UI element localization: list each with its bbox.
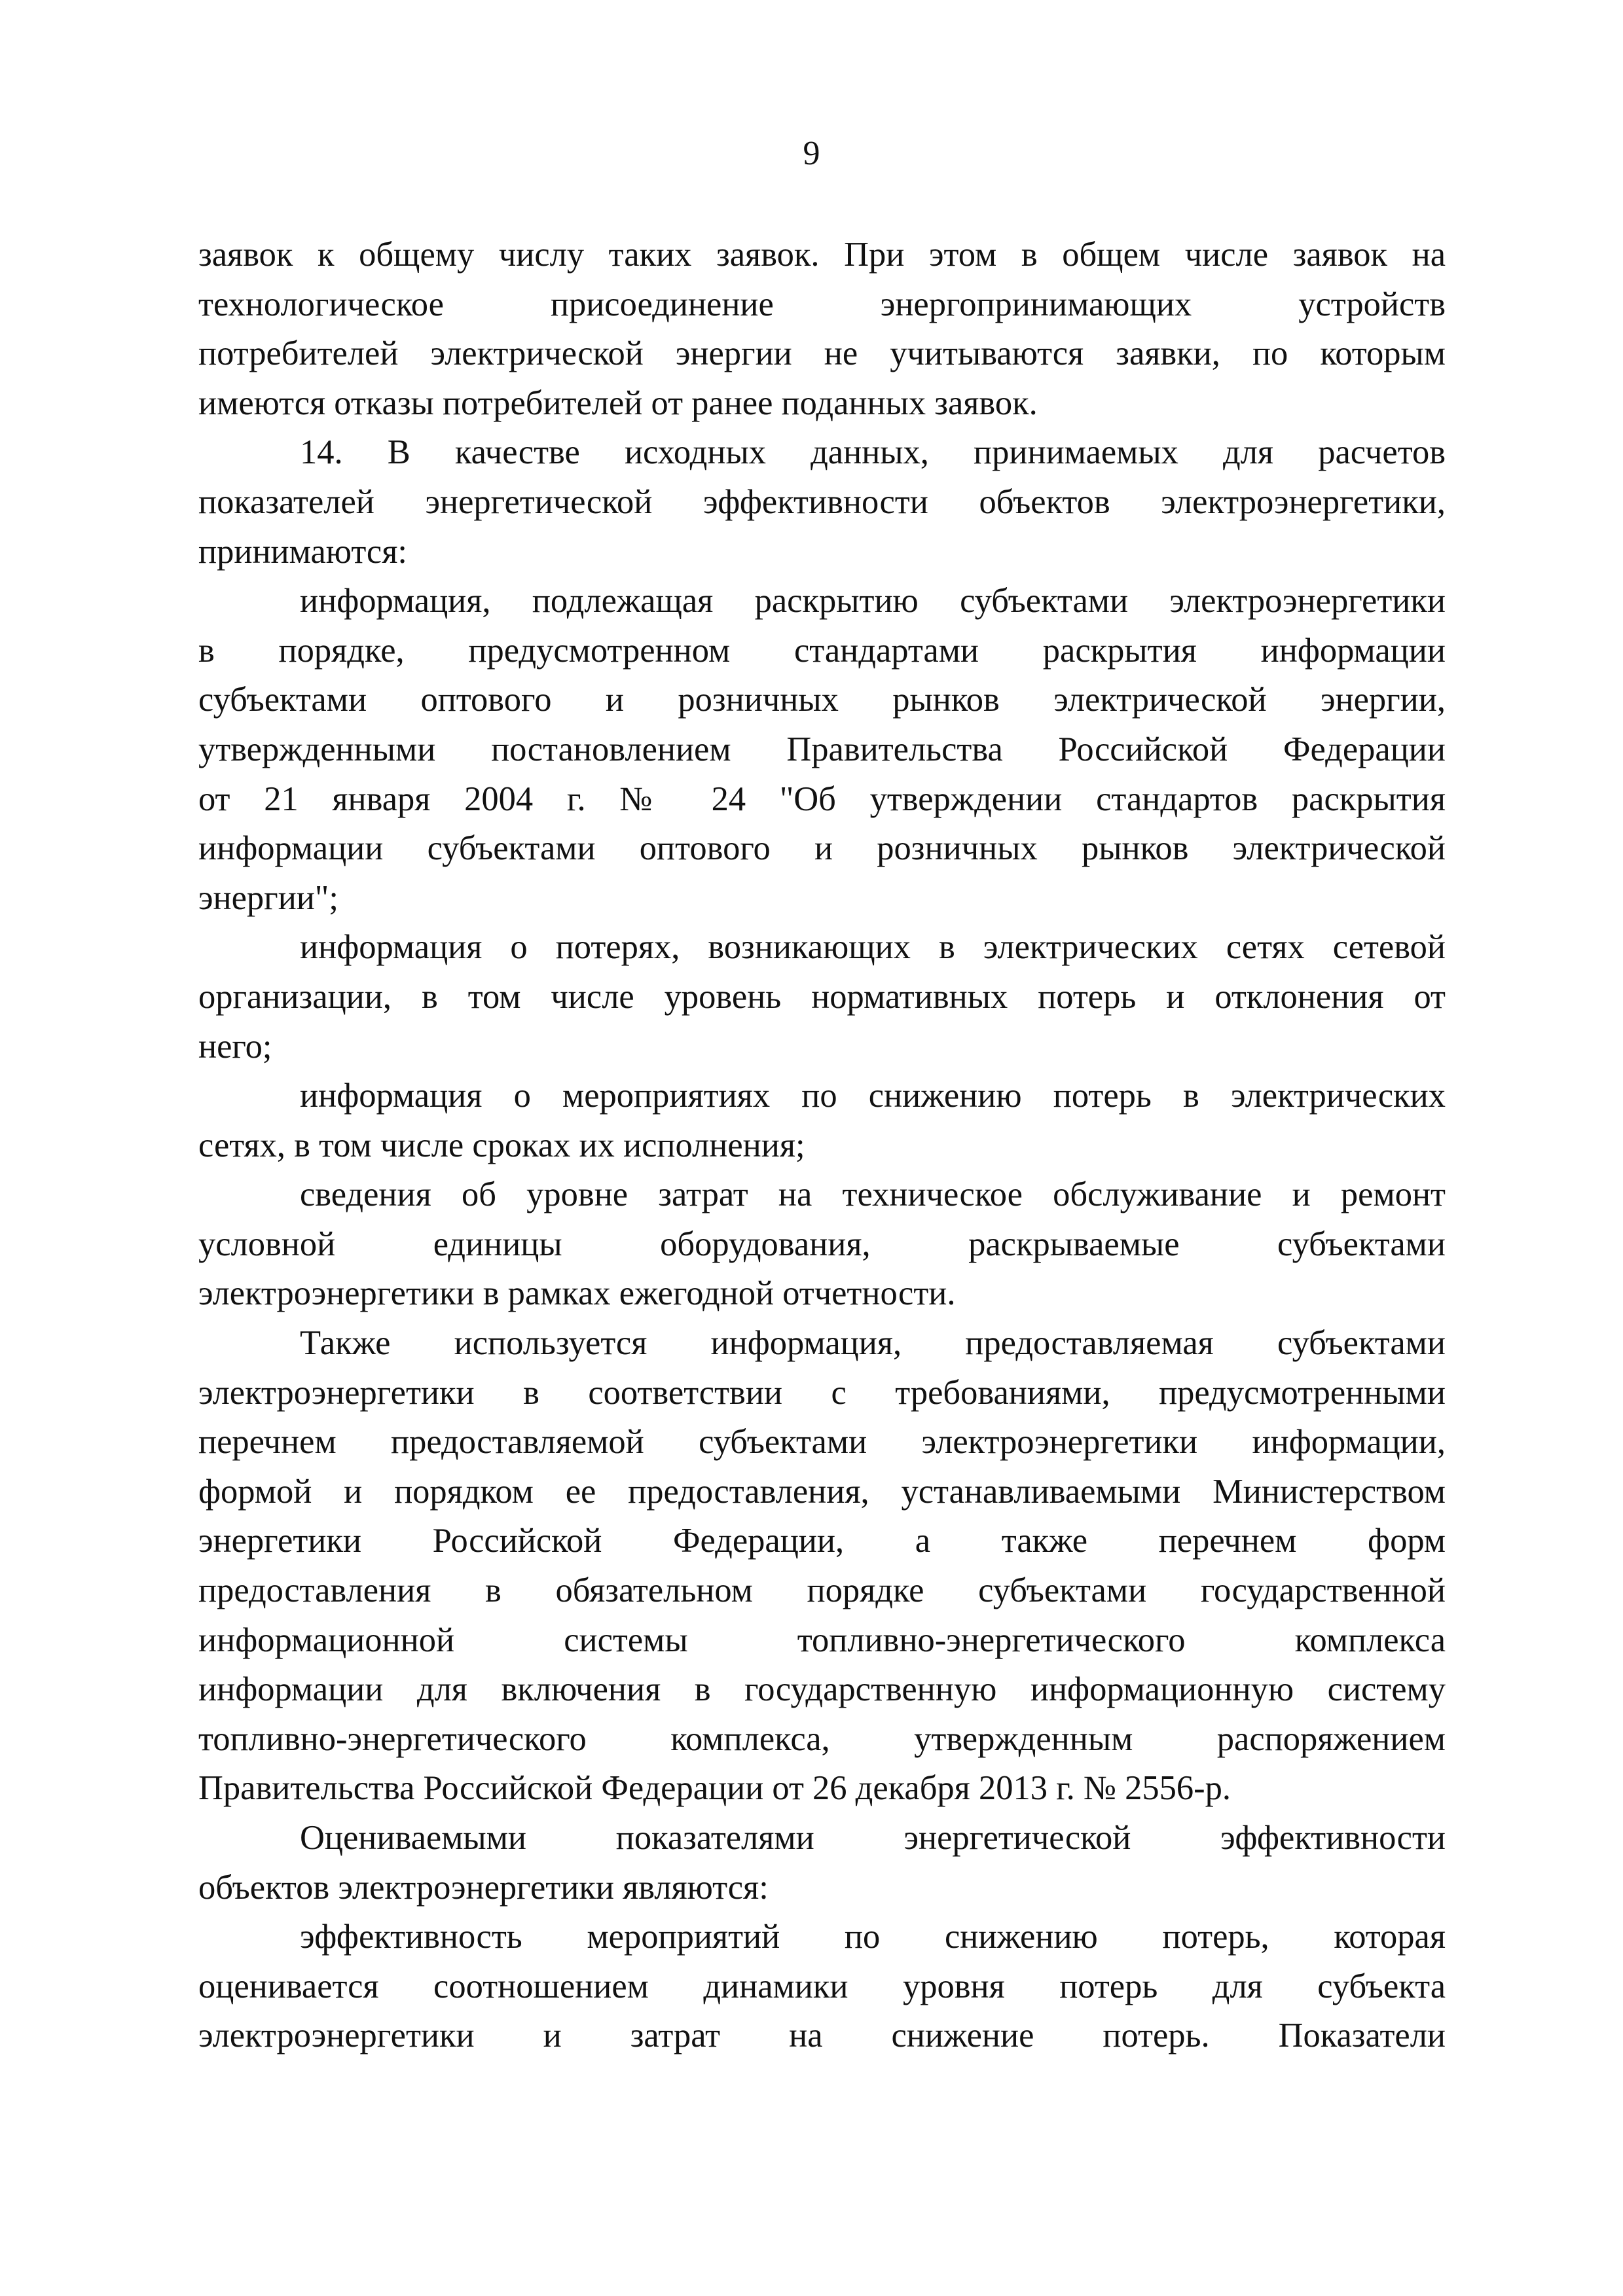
text-line: информация о мероприятиях по снижению потерь в электрических — [300, 1077, 1446, 1115]
text-line: субъектами оптового и розничных рынков электрической энергии, — [198, 681, 1446, 719]
text-line: информация, подлежащая раскрытию субъектами электроэнергетики — [300, 582, 1446, 620]
text-line: эффективность мероприятий по снижению потерь, которая — [300, 1918, 1446, 1956]
text-line: потребителей электрической энергии не учитываются заявки, по которым — [198, 334, 1446, 373]
text-line: принимаются: — [198, 532, 407, 571]
text-line: электроэнергетики и затрат на снижение потерь. Показатели — [198, 2017, 1446, 2055]
text-line: сведения об уровне затрат на техническое обслуживание и ремонт — [300, 1175, 1446, 1214]
text-line: информации для включения в государственную информационную систему — [198, 1670, 1446, 1709]
text-line: организации, в том числе уровень нормативных потерь и отклонения от — [198, 977, 1446, 1016]
text-line: объектов электроэнергетики являются: — [198, 1868, 769, 1907]
text-line: заявок к общему числу таких заявок. При этом в общем числе заявок на — [198, 236, 1446, 274]
text-line: топливно-энергетического комплекса, утвержденным распоряжением — [198, 1719, 1446, 1758]
text-line: формой и порядком ее предоставления, устанавливаемыми Министерством — [198, 1472, 1446, 1511]
text-line: условной единицы оборудования, раскрываемые субъектами — [198, 1225, 1446, 1263]
document-body — [198, 230, 1446, 2061]
text-line: перечнем предоставляемой субъектами электроэнергетики информации, — [198, 1423, 1446, 1462]
text-line: информационной системы топливно-энергетического комплекса — [198, 1621, 1446, 1659]
text-line: него; — [198, 1027, 272, 1066]
text-line: технологическое присоединение энергопринимающих устройств — [198, 285, 1446, 323]
text-line: от 21 января 2004 г. № 24 "Об утверждении стандартов раскрытия — [198, 780, 1446, 818]
text-line: электроэнергетики в соответствии с требованиями, предусмотренными — [198, 1373, 1446, 1412]
text-line: в порядке, предусмотренном стандартами раскрытия информации — [198, 631, 1446, 670]
text-line: утвержденными постановлением Правительства Российской Федерации — [198, 730, 1446, 768]
text-line: энергии"; — [198, 878, 338, 917]
text-line: показателей энергетической эффективности объектов электроэнергетики, — [198, 482, 1446, 521]
text-line: сетях, в том числе сроках их исполнения; — [198, 1126, 805, 1164]
text-line: информации субъектами оптового и розничных рынков электрической — [198, 829, 1446, 868]
text-line: предоставления в обязательном порядке субъектами государственной — [198, 1571, 1446, 1610]
text-line: Правительства Российской Федерации от 26 декабря 2013 г. № 2556-р. — [198, 1769, 1231, 1808]
page-number: 9 — [803, 135, 820, 172]
text-line: 14. В качестве исходных данных, принимаемых для расчетов — [300, 433, 1446, 472]
text-line: Также используется информация, предоставляемая субъектами — [300, 1324, 1446, 1363]
text-line: энергетики Российской Федерации, а также перечнем форм — [198, 1522, 1446, 1560]
text-line: оценивается соотношением динамики уровня потерь для субъекта — [198, 1967, 1446, 2005]
text-line: электроэнергетики в рамках ежегодной отчетности. — [198, 1274, 956, 1313]
text-line: имеются отказы потребителей от ранее поданных заявок. — [198, 384, 1038, 422]
text-line: Оцениваемыми показателями энергетической эффективности — [300, 1819, 1446, 1857]
text-line: информация о потерях, возникающих в электрических сетях сетевой — [300, 928, 1446, 967]
